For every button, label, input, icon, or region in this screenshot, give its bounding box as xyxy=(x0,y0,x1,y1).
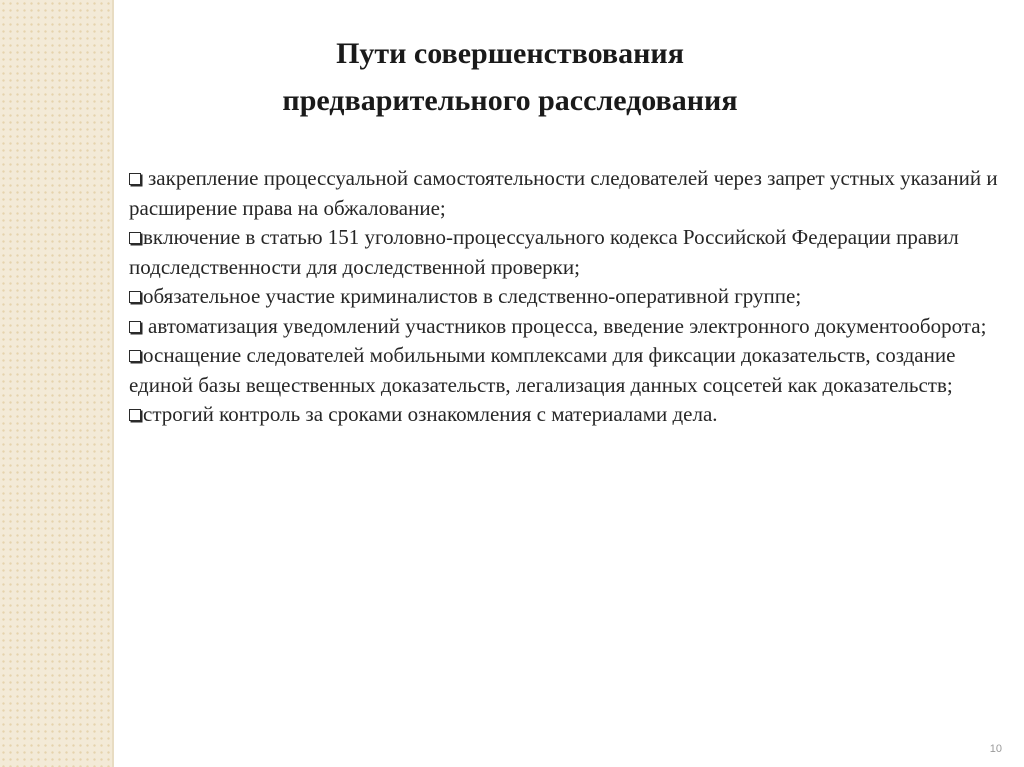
square-bullet-icon xyxy=(129,409,141,421)
list-item xyxy=(129,312,1014,342)
list-item xyxy=(129,400,1014,430)
bullet-list xyxy=(129,164,1014,430)
list-item xyxy=(129,341,1014,400)
square-bullet-icon xyxy=(129,350,141,362)
square-bullet-icon xyxy=(129,291,141,303)
slide-title-line-1: Пути совершенствования xyxy=(336,37,684,70)
list-item-text: обязательное участие криминалистов в следственно-оперативной группе; xyxy=(143,284,802,308)
list-item-text: оснащение следователей мобильными комплексами для фиксации доказательств, создание единой базы вещественных доказательств, легализация данных соцсетей как доказательств; xyxy=(129,343,956,397)
list-item-text: закрепление процессуальной самостоятельности следователей через запрет устных указаний и расширение права на обжалование; xyxy=(129,166,998,220)
list-item xyxy=(129,282,1014,312)
page-number: 10 xyxy=(989,743,1002,755)
slide-title xyxy=(150,30,870,124)
side-band-edge xyxy=(112,0,114,767)
square-bullet-icon xyxy=(129,232,141,244)
list-item xyxy=(129,164,1014,223)
list-item xyxy=(129,223,1014,282)
list-item-text: строгий контроль за сроками ознакомления с материалами дела. xyxy=(143,402,718,426)
slide-title-line-2: предварительного расследования xyxy=(282,84,738,117)
list-item-text: автоматизация уведомлений участников процесса, введение электронного документооборота; xyxy=(148,313,987,338)
list-item-text: включение в статью 151 уголовно-процессуального кодекса Российской Федерации правил подследственности для доследственной проверки; xyxy=(129,225,959,279)
square-bullet-icon xyxy=(129,321,141,333)
decorative-side-band xyxy=(0,0,112,767)
square-bullet-icon xyxy=(129,173,141,185)
